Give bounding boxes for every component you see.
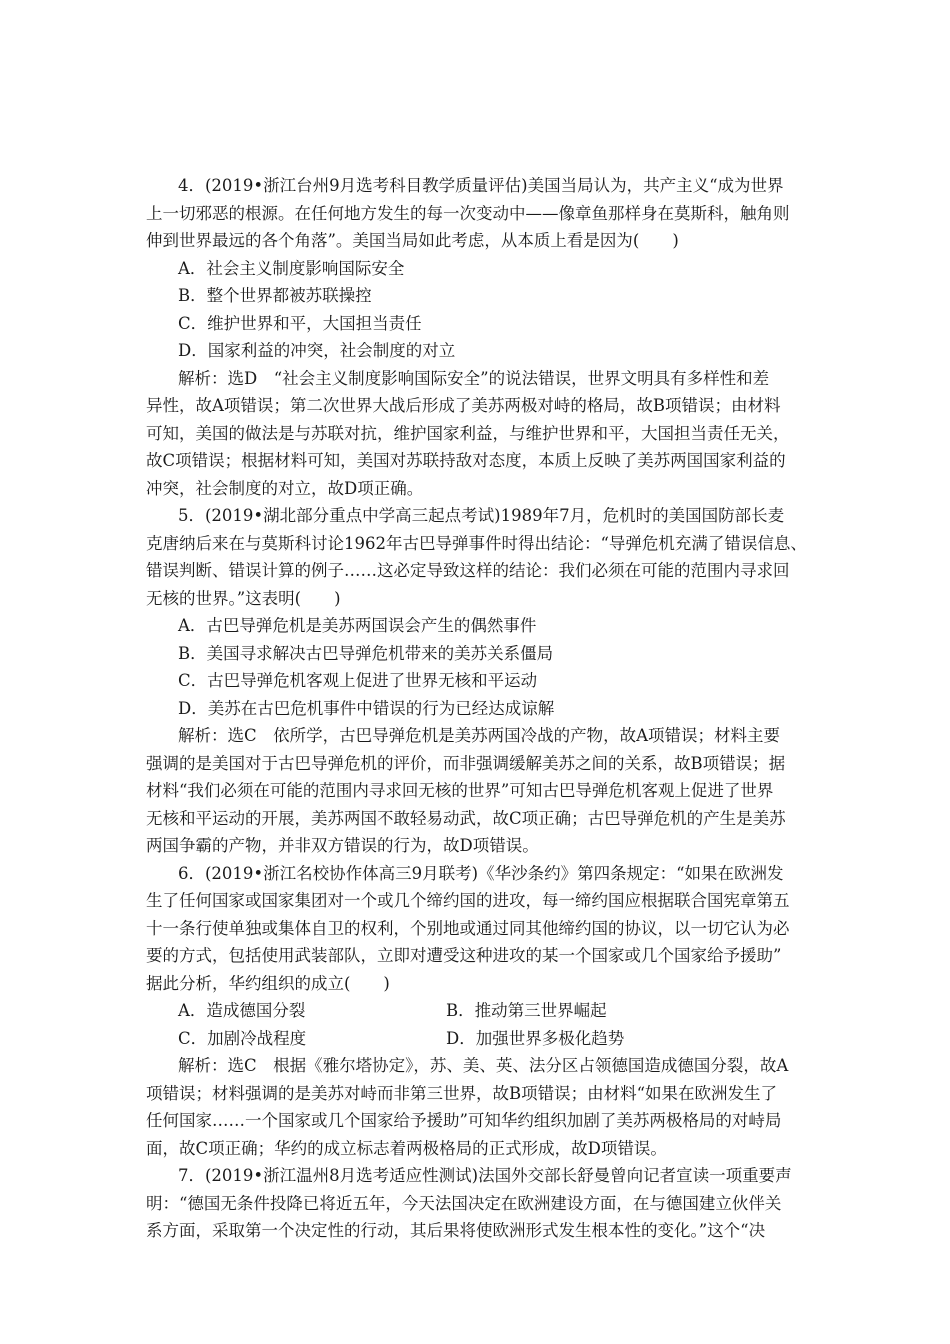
question-stem-line: 6．(2019•浙江名校协作体高三9月联考)《华沙条约》第四条规定：“如果在欧洲发	[178, 863, 784, 883]
analysis-line: 项错误；材料强调的是美苏对峙而非第三世界，故B项错误；由材料“如果在欧洲发生了	[146, 1083, 778, 1103]
analysis-line: 解析：选C 根据《雅尔塔协定》，苏、美、英、法分区占领德国造成德国分裂，故A	[178, 1056, 789, 1075]
question-stem-line: 上一切邪恶的根源。在任何地方发生的每一次变动中——像章鱼那样身在莫斯科，触角则	[146, 203, 790, 223]
question-stem-line: 十一条行使单独或集体自卫的权利，个别地或通过同其他缔约国的协议，以一切它认为必	[146, 918, 790, 938]
analysis-line: 无核和平运动的开展，美苏两国不敢轻易动武，故C项正确；古巴导弹危机的产生是美苏	[146, 808, 786, 828]
question-7	[146, 1162, 806, 1245]
question-stem-line: 系方面，采取第一个决定性的行动，其后果将使欧洲形式发生根本性的变化。”这个“决	[146, 1221, 766, 1240]
question-stem-line: 无核的世界。”这表明( )	[146, 588, 341, 608]
question-stem-line: 7．(2019•浙江温州8月选考适应性测试)法国外交部长舒曼曾向记者宣读一项重要声	[178, 1166, 792, 1185]
question-stem-line: 生了任何国家或国家集团对一个或几个缔约国的进攻，每一缔约国应根据联合国宪章第五	[146, 891, 790, 910]
analysis-line: 解析：选C 依所学，古巴导弹危机是美苏两国冷战的产物，故A项错误；材料主要	[178, 726, 781, 745]
option-b: B．整个世界都被苏联操控	[178, 286, 372, 305]
analysis-line: 解析：选D “社会主义制度影响国际安全”的说法错误，世界文明具有多样性和差	[178, 368, 770, 388]
option-b: B．推动第三世界崛起	[446, 1001, 607, 1020]
question-stem-line: 错误判断、错误计算的例子……这必定导致这样的结论：我们必须在可能的范围内寻求回	[146, 561, 790, 580]
question-stem-line: 4．(2019•浙江台州9月选考科目教学质量评估)美国当局认为，共产主义“成为世界	[178, 176, 784, 195]
analysis-line: 两国争霸的产物，并非双方错误的行为，故D项错误。	[146, 836, 539, 855]
option-b: B．美国寻求解决古巴导弹危机带来的美苏关系僵局	[178, 643, 554, 663]
option-row	[146, 1025, 806, 1053]
analysis-line: 冲突，社会制度的对立，故D项正确。	[146, 478, 424, 498]
option-d: D．美苏在古巴危机事件中错误的行为已经达成谅解	[178, 698, 555, 718]
analysis-line: 材料“我们必须在可能的范围内寻求回无核的世界”可知古巴导弹危机客观上促进了世界	[146, 781, 774, 800]
question-stem-line: 明：“德国无条件投降已将近五年，今天法国决定在欧洲建设方面，在与德国建立伙伴关	[146, 1193, 782, 1213]
option-row	[146, 997, 806, 1025]
document-body	[146, 172, 806, 1245]
question-stem-line: 克唐纳后来在与莫斯科讨论1962年古巴导弹事件时得出结论：“导弹危机充满了错误信息、	[146, 533, 807, 553]
option-a: A．古巴导弹危机是美苏两国误会产生的偶然事件	[178, 616, 537, 635]
option-a: A．造成德国分裂	[178, 1001, 306, 1020]
option-a: A．社会主义制度影响国际安全	[178, 258, 405, 278]
option-d: D．加强世界多极化趋势	[446, 1028, 625, 1048]
question-4	[146, 172, 806, 502]
analysis-line: 面，故C项正确；华约的成立标志着两极格局的正式形成，故D项错误。	[146, 1138, 667, 1158]
option-d: D．国家利益的冲突，社会制度的对立	[178, 341, 456, 360]
option-c: C．维护世界和平，大国担当责任	[178, 313, 422, 333]
analysis-line: 异性，故A项错误；第二次世界大战后形成了美苏两极对峙的格局，故B项错误；由材料	[146, 396, 781, 415]
analysis-line: 强调的是美国对于古巴导弹危机的评价，而非强调缓解美苏之间的关系，故B项错误；据	[146, 753, 786, 773]
analysis-line: 任何国家……一个国家或几个国家给予援助”可知华约组织加剧了美苏两极格局的对峙局	[146, 1111, 782, 1130]
analysis-line: 可知，美国的做法是与苏联对抗，维护国家利益，与维护世界和平，大国担当责任无关，	[146, 423, 790, 443]
question-stem-line: 5．(2019•湖北部分重点中学高三起点考试)1989年7月，危机时的美国国防部长麦	[178, 506, 785, 525]
option-c: C．古巴导弹危机客观上促进了世界无核和平运动	[178, 671, 538, 690]
option-c: C．加剧冷战程度	[178, 1028, 307, 1048]
question-6	[146, 860, 806, 1163]
question-stem-line: 要的方式，包括使用武装部队，立即对遭受这种进攻的某一个国家或几个国家给予援助”	[146, 946, 782, 965]
question-stem-line: 据此分析，华约组织的成立( )	[146, 973, 390, 993]
question-stem-line: 伸到世界最远的各个角落”。美国当局如此考虑，从本质上看是因为( )	[146, 231, 679, 250]
question-5	[146, 502, 806, 860]
analysis-line: 故C项错误；根据材料可知，美国对苏联持敌对态度，本质上反映了美苏两国国家利益的	[146, 451, 786, 470]
